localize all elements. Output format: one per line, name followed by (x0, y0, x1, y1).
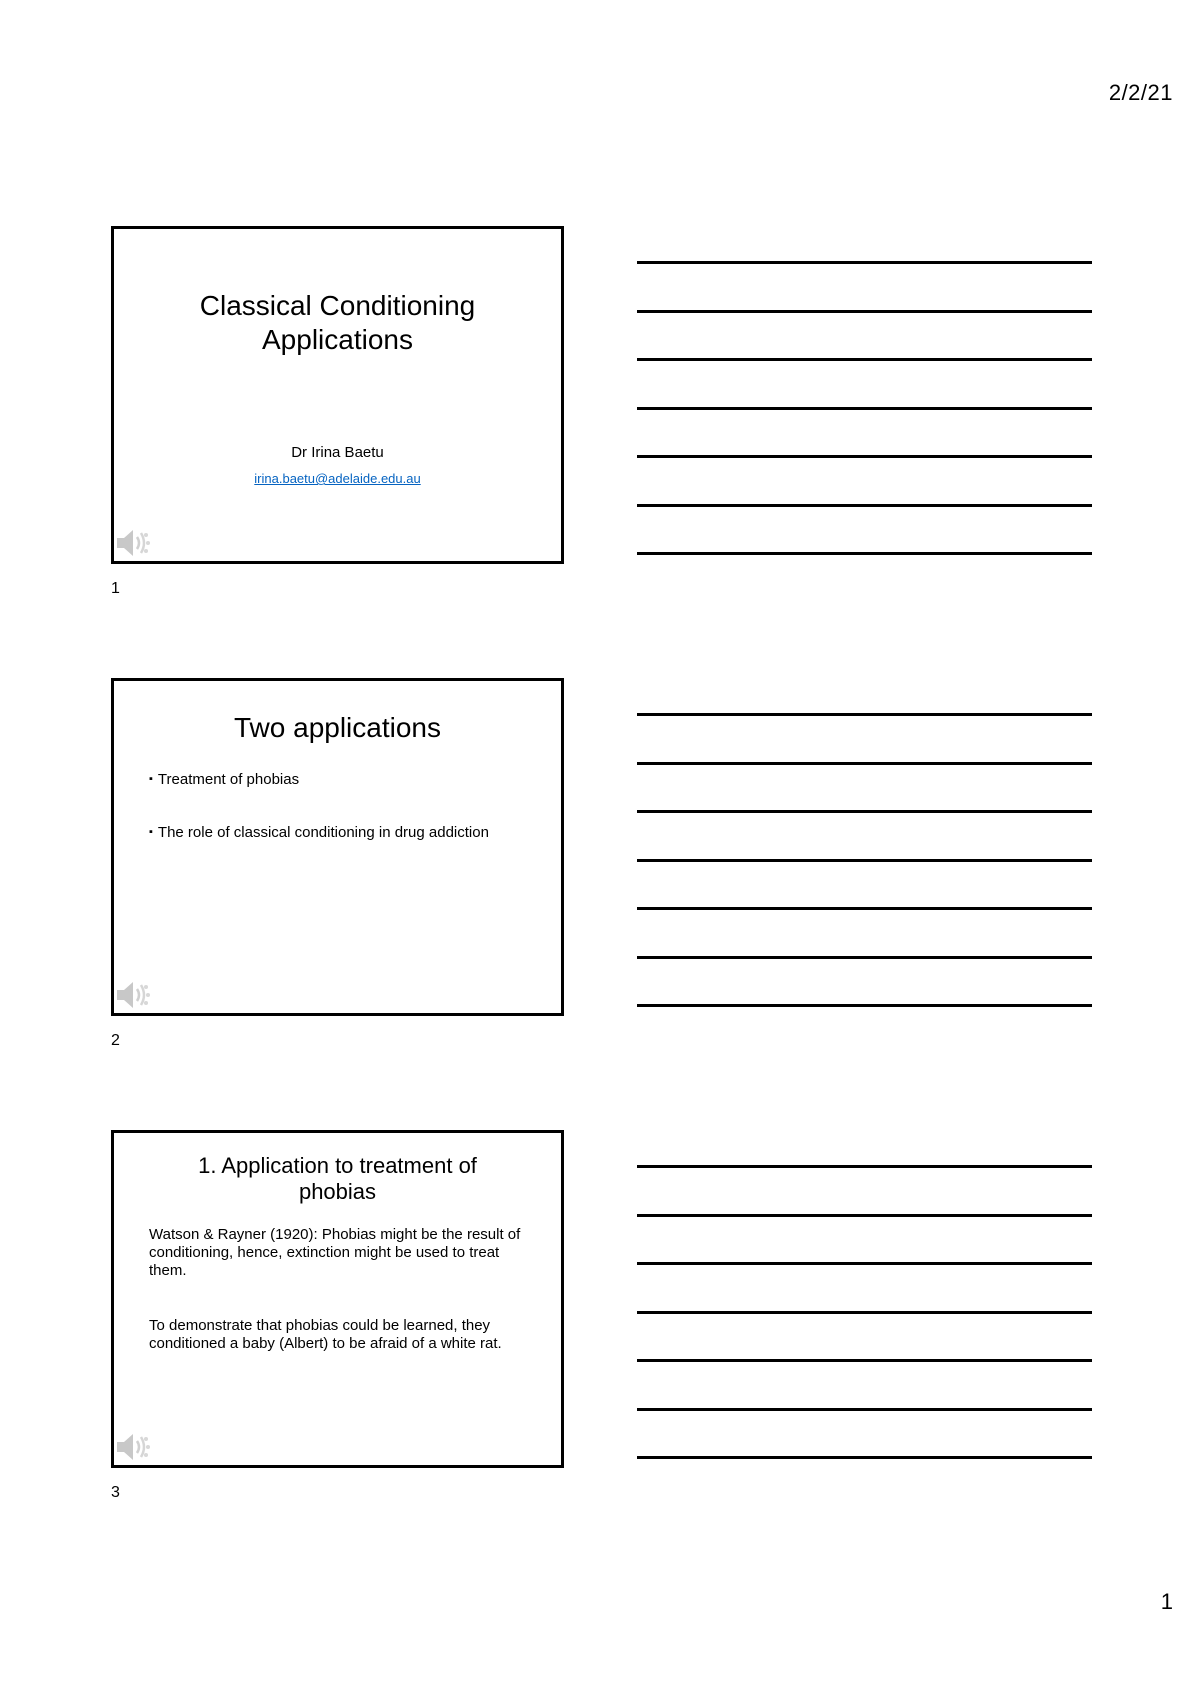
slide-1-email-link[interactable]: irina.baetu@adelaide.edu.au (254, 471, 421, 486)
notes-line (637, 1262, 1092, 1265)
bullet-text: Treatment of phobias (157, 771, 300, 788)
notes-line (637, 713, 1092, 716)
slide-2 (111, 678, 564, 1016)
notes-line (637, 1004, 1092, 1007)
slide-3-title-line2: phobias (298, 1179, 377, 1205)
notes-line (637, 1408, 1092, 1411)
slide-2-number: 2 (111, 1032, 120, 1049)
notes-line (637, 859, 1092, 862)
notes-line (637, 1456, 1092, 1459)
slide-3-number: 3 (111, 1484, 120, 1501)
notes-line (637, 907, 1092, 910)
notes-line (637, 762, 1092, 765)
slide-1-title-line1: Classical Conditioning (199, 290, 476, 321)
slide-3-paragraph-1: Watson & Rayner (1920): Phobias might be the result of conditioning, hence, extinction might be used to treat them. (149, 1226, 521, 1279)
slide-1-title-line2: Applications (262, 324, 413, 356)
notes-line (637, 455, 1092, 458)
slide-3-title-line1: 1. Application to treatment of (198, 1153, 477, 1178)
bullet-text: The role of classical conditioning in drug addiction (157, 824, 489, 841)
header-date: 2/2/21 (1108, 80, 1173, 105)
notes-line (637, 1165, 1092, 1168)
slide-1-number: 1 (111, 580, 120, 597)
speaker-icon[interactable] (115, 978, 151, 1012)
notes-line (637, 358, 1092, 361)
notes-line (637, 1311, 1092, 1314)
notes-line (637, 956, 1092, 959)
page-number: 1 (1160, 1589, 1173, 1614)
slide-3-paragraph-2: To demonstrate that phobias could be learned, they conditioned a baby (Albert) to be afraid of a white rat. (149, 1317, 502, 1352)
slide-3-title (114, 1153, 561, 1206)
notes-line (637, 407, 1092, 410)
slide-3 (111, 1130, 564, 1468)
speaker-icon[interactable] (115, 1430, 151, 1464)
slide-2-bullet-list (149, 771, 541, 841)
notes-line (637, 504, 1092, 507)
bullet-item: ▪ Treatment of phobias (149, 771, 300, 788)
slide-1-title (114, 289, 561, 357)
notes-line (637, 1359, 1092, 1362)
slide-1 (111, 226, 564, 564)
bullet-item: ▪ The role of classical conditioning in drug addiction (149, 824, 489, 841)
slide-1-author: Dr Irina Baetu (291, 444, 384, 461)
notes-line (637, 810, 1092, 813)
slide-2-title: Two applications (233, 712, 441, 743)
notes-line (637, 261, 1092, 264)
notes-line (637, 552, 1092, 555)
notes-line (637, 1214, 1092, 1217)
speaker-icon[interactable] (115, 526, 151, 560)
notes-line (637, 310, 1092, 313)
